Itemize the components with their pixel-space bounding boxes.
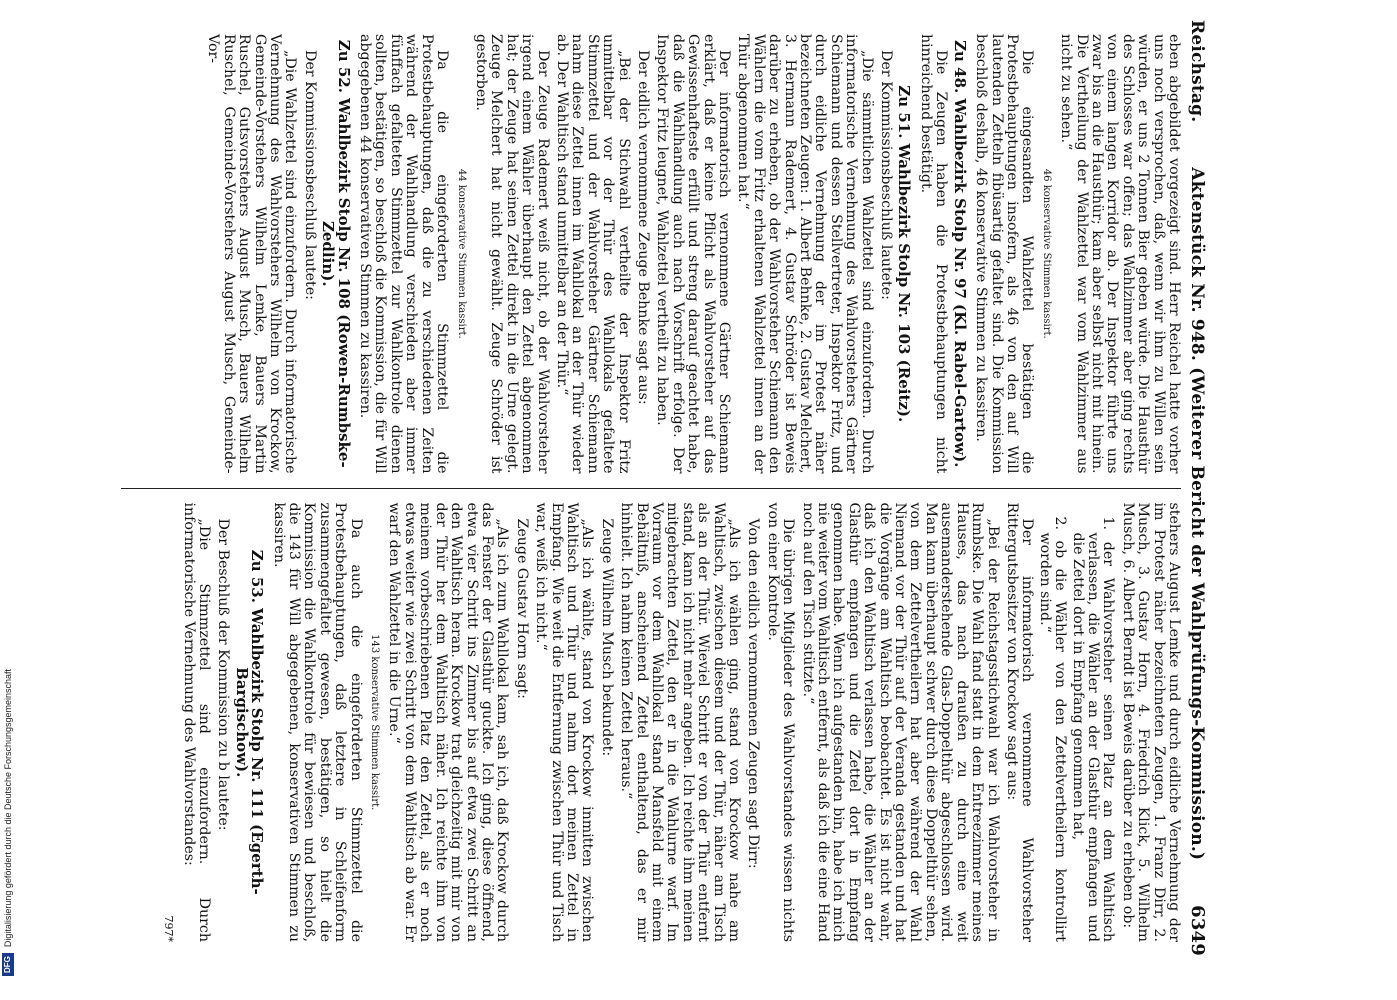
left-column [121,20,1181,488]
paragraph: „Bei der Stichwahl vertheilte der Inspektor Fritz unmittelbar vor der Thür des Wahllokals gefaltete Stimmzettel und der Wahlvorsteher Gärtner Schiemann nahm diese Zettel innen im Wahllokal an der Thür wieder ab. Der Wahltisch stand unmittelbar an der Thür.“ [553,34,632,474]
paragraph: „Bei der Reichstagsstichwahl war ich Wahlvorsteher in Rumbske. Die Wahl fand statt in dem Entreezimmer meines Hauses, das nach draußen zu durch eine weit ausemanderstehende Glas-Doppelthür abgeschlossen wird. Man kann überhaupt schwer durch diese Doppelthür sehen, von dem Zettelvertheilern hat aber während der Wahl Niemand vor der Thür auf der Veranda gestanden und hat die Vorgänge am Wahltisch beobachtet. Es ist nicht wahr, daß ich den Wahltisch verlassen habe, die Wähler an der Glasthür empfangen und die Zettel dort in Empfang genommen habe. Wenn ich aufgestanden bin, habe ich mich nie weiter vom Wahltisch entfernt, als daß ich die eine Hand noch auf den Tisch stützte.“ [799,502,1001,942]
paragraph: Die übrigen Mitglieder des Wahlvorstandes wissen nichts von einer Kontrole. [764,502,797,942]
section-heading: Zu 48. Wahlbezirk Stolp Nr. 97 (Kl. Rabel-Gartow). [950,40,969,468]
annotation: 46 konservative Stimmen kassirt. [1040,168,1052,339]
header-title: Aktenstück Nr. 948. (Weiterer Bericht der Wahlprüfungs-Kommission.) [1187,167,1207,861]
page-header [1181,20,1210,956]
section-heading: Zu 52. Wahlbezirk Stolp Nr. 108 (Rowen-Rumbske-Zedlin). [319,39,353,468]
printer-signature: 797* [162,915,176,942]
annotation: 143 konservative Stimmen kassirt. [369,634,381,811]
side-credit [0,0,16,1000]
list-item: 2. ob die Wähler von den Zettelvertheilern kontrollirt worden sind.“ [1036,516,1069,942]
section-heading: Zu 53. Wahlbezirk Stolp Nr. 111 (Egerth-Bargischow). [232,549,267,895]
paragraph: „Als ich wählte, stand von Krockow inmitten zwischen Wahltisch und Thür und nahm dort meinen Zettel in Empfang. Wie weit die Entfernung zwischen Thür und Tisch war, weiß ich nicht.“ [533,502,596,942]
paragraph: Der informatorisch vernommene Gärtner Schiemann erklärt, daß er keine Pflicht als Wahlvorsteher auf das Gewissenhafteste erfüllt und streng darauf geachtet habe, daß die Wahlhandlung auch nach Vorschrift erfolge. Der Inspektor Fritz leugnet, Wahlzettel vertheilt zu haben. [654,34,733,474]
list-item: 1. der Wahlvorsteher seinen Platz an dem Wahltisch verlassen, die Wähler an der Glasthür empfangen und die Zettel dort in Empfang genommen hat, [1069,516,1117,942]
digitization-credit: Digitalisierung gefördert durch die Deutsche Forschungsgemeinschaft [3,668,13,948]
paragraph: Der Kommissionsbeschluß lautete: [301,50,318,300]
paragraph: Der eidlich vernommene Zeuge Behnke sagt aus: [635,50,651,405]
paragraph: „Als ich wählen ging, stand von Krockow nahe am Wahltisch, zwischen diesem und der Thür, näher am Tisch als an der Thür. Wieviel Schritt er von der Thür entfernt stand, kann ich nicht mehr angeben. Ich reichte ihm meinen mitgebrachten Zettel, den er in die Wahlurne warf. Im Vorraum vor dem Wahllokal stand Mansfeld mit einem Behältniß, anscheinend Zettel enthaltend, das er mir hinhielt. Ich nahm keinen Zettel heraus.“ [618,502,743,942]
paragraph: Von den eidlich vernommenen Zeugen sagt Dirr: [745,518,762,869]
paragraph: eben abgebildet vorgezeigt sind. Herr Reichel hatte vorher uns noch versprochen, daß, wenn wir ihm zu Willen sein würden, er uns 2 Tonnen Bier geben würde. Die Hausthür des Schlosses war offen; das Wahlzimmer aber ging rechts von einem langen Korridor ab. Der Inspektor führte uns zwar bis an die Hausthür; kam aber selbst nicht mit hinein. Die Vertheilung der Wahlzettel war vom Wahlzimmer aus nicht zu sehen.“ [1058,34,1182,474]
paragraph: Der informatorisch vernommene Wahlvorsteher Rittergutsbesitzer von Krockow sagt aus: [1003,502,1036,942]
right-column [121,489,1181,957]
paragraph: Der Kommissionsbeschluß lautete: [878,50,895,300]
scanned-page [80,0,1220,1000]
text-columns [121,20,1181,956]
paragraph: Zeuge Gustav Horn sagt: [513,518,530,699]
dfg-logo: DFG [2,953,14,976]
paragraph: „Die Stimmzettel sind einzufordern. Durch informatorische Vernehmung des Wahlvorstandes: [180,502,213,942]
paragraph: Da die eingeforderten Stimmzettel die Protestbehauptungen, daß die zu verschiedenen Zeiten während der Wahlhandlung verschieden aber immer fünffach gefalteten Stimmzettel zur Wahlkontrole dienen sollten, bestätigen, so beschloß die Kommission, die für Will abgegebenen 44 konservativen Stimmen zu kassiren. [357,34,451,474]
paragraph: Zeuge Wilhelm Musch bekundet: [598,518,615,757]
paragraph: stehers August Lemke und durch eidliche Vernehmung der im Protest näher bezeichneten Zeugen, 1. Franz Dirr, 2. Musch, 3. Gustav Horn, 4. Friedrich Klick, 5. Wilhelm Musch, 6. Albert Berndt ist Beweis darüber zu erheben ob: [1119,502,1182,942]
paragraph: Die Zeugen haben die Protestbehauptungen nicht hinreichend bestätigt. [917,34,950,474]
section-heading: Zu 51. Wahlbezirk Stolp Nr. 103 (Reitz). [895,85,914,423]
paragraph: „Als ich zum Wahllokal kam, sah ich, daß Krockow durch das Fenster der Glasthür guckte. Ich ging, diese öffnend, etwa vier Schritt ins Zimmer bis auf etwa zwei Schritt an den Wahltisch heran. Krockow trat gleichzeitig mit mir von der Thür her dem Wahltisch näher. Ich reichte ihm von meinem vorbeschriebenen Platz den Zettel, als er noch etwas weiter wie zwei Schritt von dem Wahltisch ab war. Er warf den Wahlzettel in die Urne.“ [386,502,511,942]
paragraph: Da auch die eingeforderten Stimmzettel die Protestbehauptungen, daß letztere in Schleifenform zusammengefaltet gewesen, bestätigen, so hielt die Kommission die Wahlkontrole für bewiesen und beschloß, die 143 für Will abgegebenen, konservativen Stimmen zu kassiren. [270,502,364,942]
paragraph: Die eingesandten Wahlzettel bestätigen die Protestbehauptungen insofern, als 46 von den auf Will lautenden Zetteln fibüsartig gefaltet sind. Die Kommission beschloß deshalb, 46 konservative Stimmen zu kassiren. [973,34,1036,474]
paragraph: Der Zeuge Rademert weiß nicht, ob der Wahlvorsteher irgend einem Wähler überhaupt den Zettel abgenommen hat; der Zeuge hat seinen Zettel direkt in die Urne gelegt. Zeuge Melchert hat nicht gewählt. Zeuge Schröder ist gestorben. [472,34,551,474]
paragraph: „Die Wahlzettel sind einzufordern. Durch informatorische Vernehmung des Wahlvorstehers Wilhelm von Krockow, Gemeinde-Vorstehers Wilhelm Lemke, Bauers Martin Ruschel, Gutsvorstehers August Musch, Bauers Wilhelm Ruschel, Gemeinde-Vorstehers August Musch, Gemeinde-Vor- [205,34,299,474]
paragraph: „Die sämmtlichen Wahlzettel sind einzufordern. Durch informatorische Vernehmung des Wahlvorstehers Gärtner Schiemann und dessen Stellvertreter, Inspektor Fritz, und durch eidliche Vernehmung der im Protest näher bezeichneten Zeugen: 1. Albert Behnke, 2. Gustav Melchert, 3. Hermann Rademert, 4. Gustav Schröder ist Beweis darüber zu erheben, ob der Wahlvorsteher Schiemann den Wählern die vom Fritz erhaltenen Wahlzettel innen an der Thür abgenommen hat.“ [735,34,875,474]
paragraph: Der Beschluß der Kommission zu b lautete: [215,518,232,831]
page-content [80,0,1220,1000]
header-left: Reichstag. [1187,20,1207,123]
annotation: 44 konservative Stimmen kassirt. [455,168,467,339]
page-number: 6349 [1187,905,1208,956]
